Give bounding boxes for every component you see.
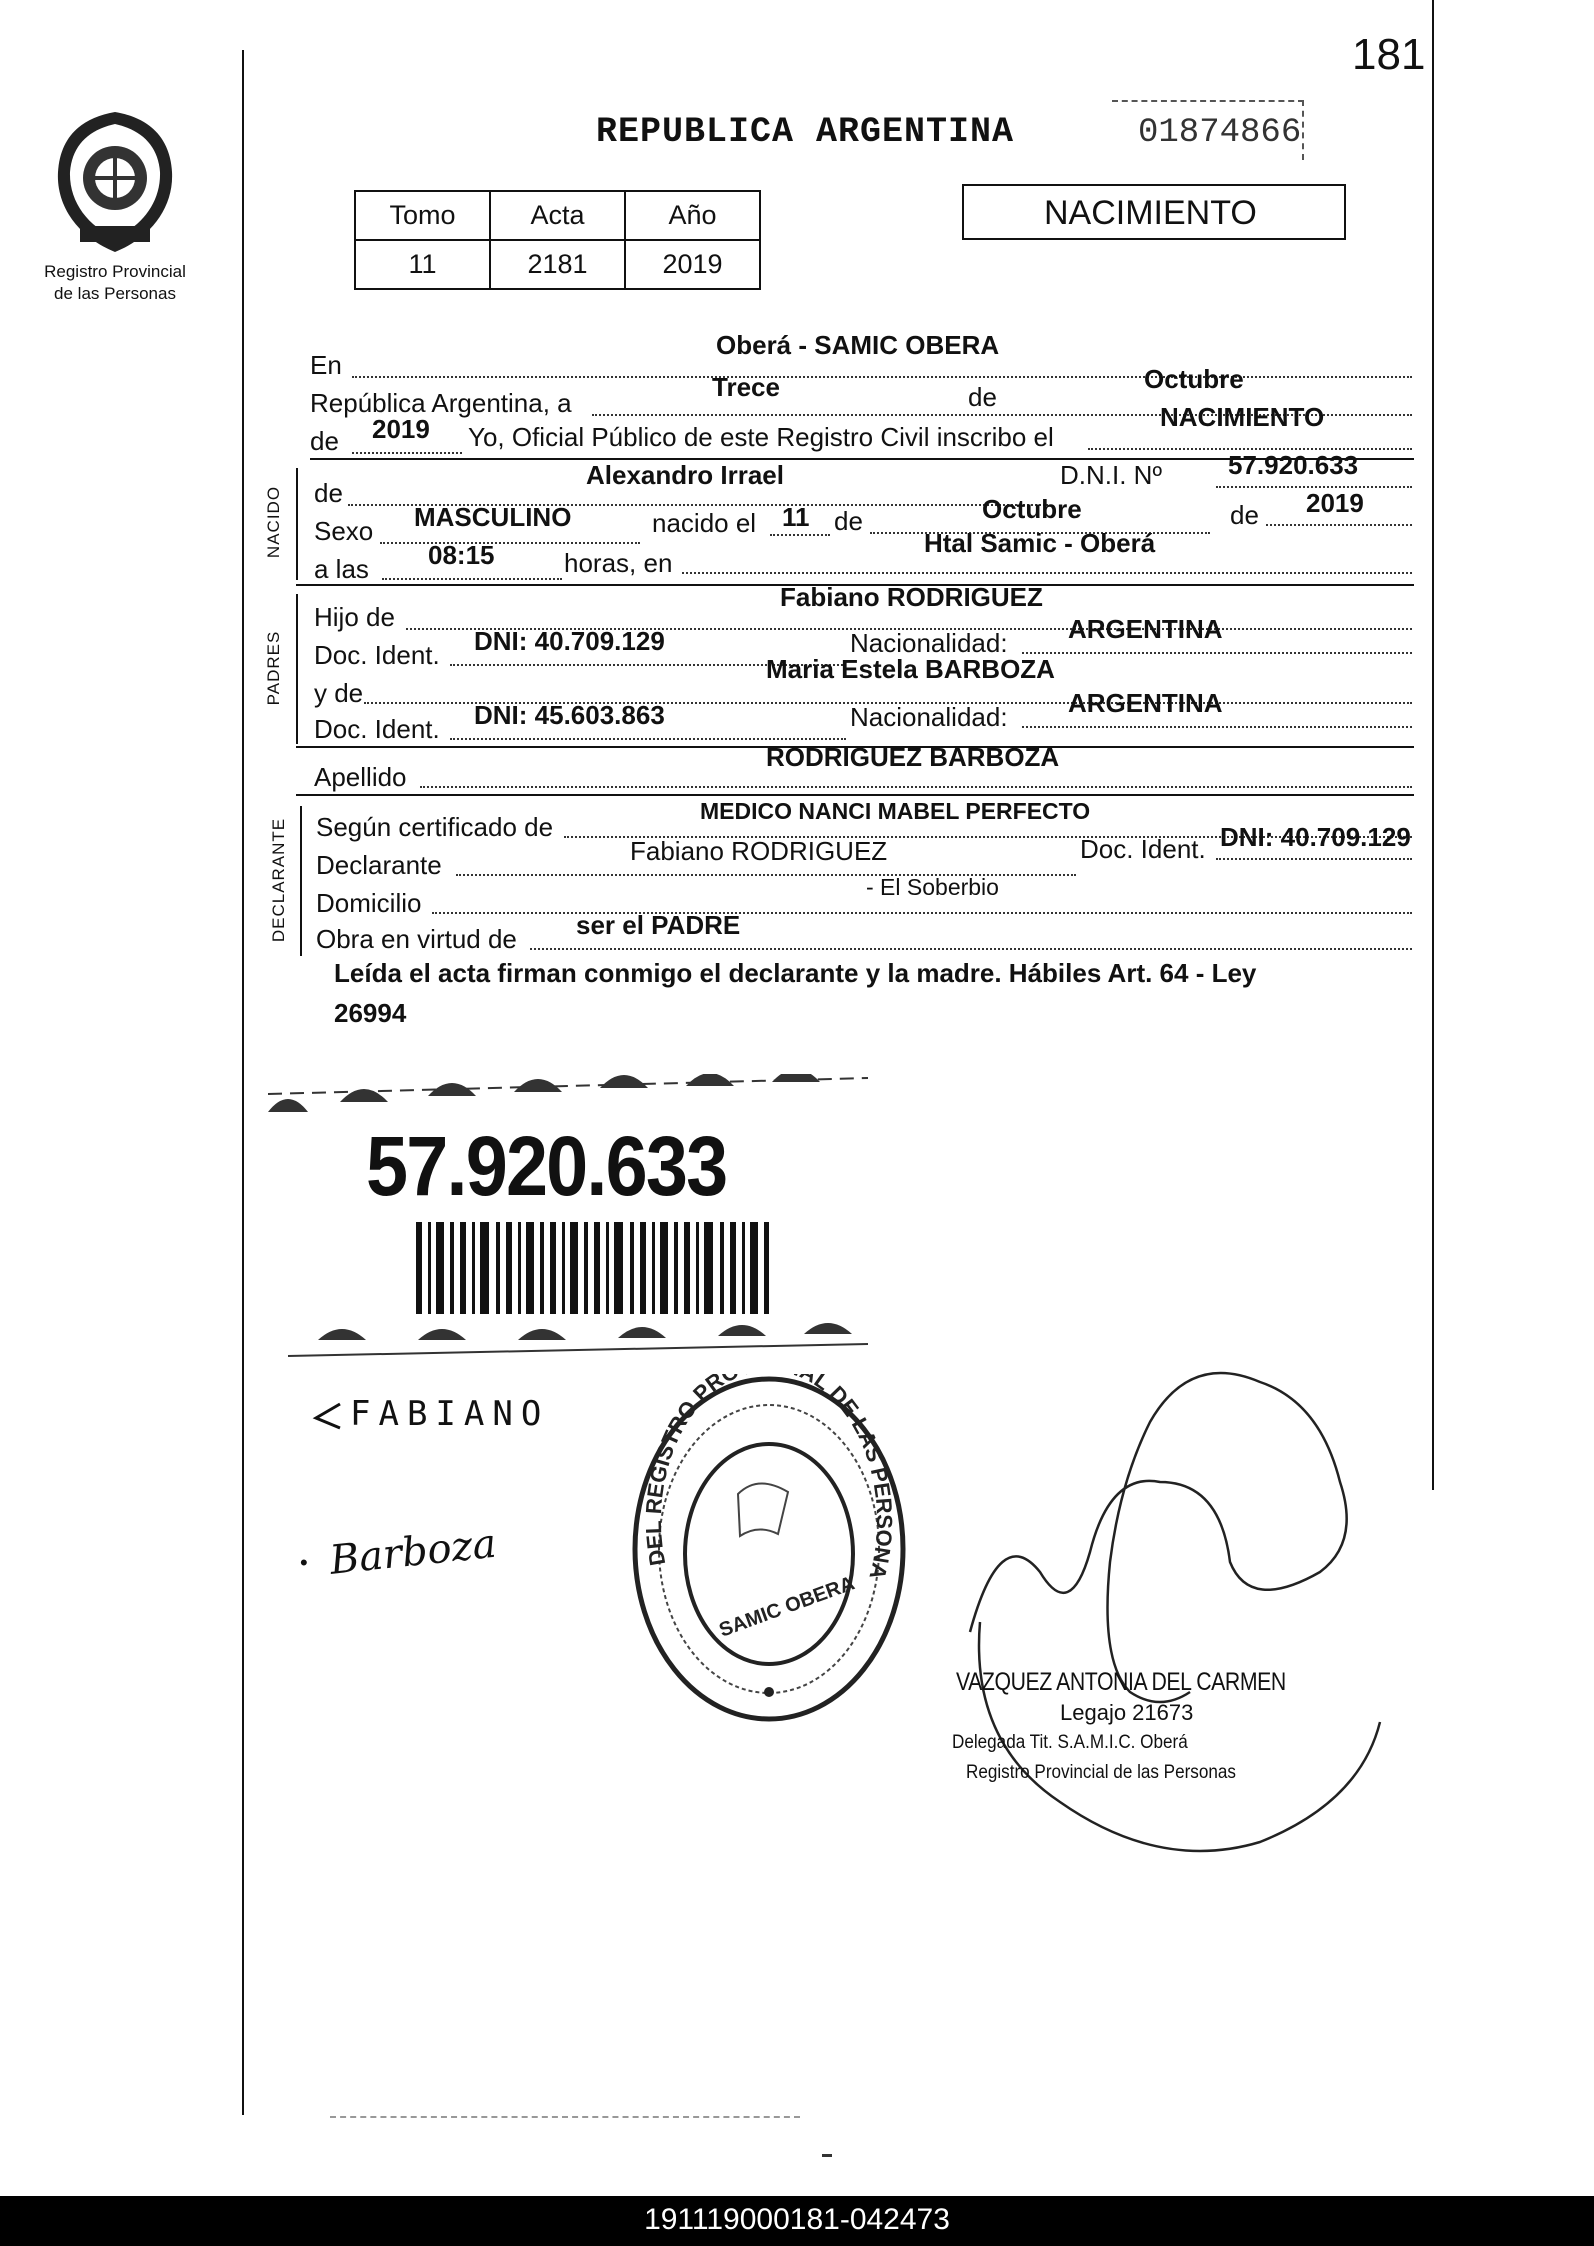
serial-number-text: 01874866 — [1138, 114, 1302, 152]
declarante-bracket — [300, 806, 302, 956]
barcode-bar — [630, 1222, 634, 1314]
serial-number — [1112, 100, 1304, 160]
barcode-bar — [550, 1222, 556, 1314]
table-header-acta: Acta — [490, 191, 625, 240]
barcode-bar — [496, 1222, 500, 1314]
registry-name-line1: Registro Provincial — [44, 262, 186, 281]
barcode-bar — [742, 1222, 745, 1314]
father-name: Fabiano RODRIGUEZ — [780, 582, 1043, 612]
barcode-bar — [506, 1222, 512, 1314]
registry-name-line2: de las Personas — [54, 284, 176, 303]
registration-place: Oberá - SAMIC OBERA — [716, 330, 1000, 360]
barcode-bar — [614, 1222, 623, 1314]
label-hijo-de: Hijo de — [314, 602, 395, 632]
label-horas-en: horas, en — [564, 548, 673, 578]
barcode-bar — [450, 1222, 454, 1314]
barcode-bar — [720, 1222, 724, 1314]
barcode-bar — [674, 1222, 678, 1314]
mother-doc: DNI: 45.603.863 — [474, 700, 665, 730]
ano-value: 2019 — [625, 240, 760, 289]
dotted-line — [1216, 858, 1412, 860]
volume-table — [354, 190, 761, 290]
barcode-bar — [696, 1222, 699, 1314]
left-margin-line — [242, 50, 244, 2115]
label-de-month: de — [834, 506, 863, 536]
barcode-bar — [764, 1222, 769, 1314]
official-stamp — [628, 1374, 910, 1724]
surname: RODRIGUEZ BARBOZA — [766, 742, 1060, 772]
barcode-bar — [640, 1222, 646, 1314]
right-margin-line — [1432, 0, 1434, 1490]
label-nacionalidad-mother: Nacionalidad: — [850, 702, 1008, 732]
father-doc: DNI: 40.709.129 — [474, 626, 665, 656]
dotted-line — [352, 376, 1412, 378]
barcode-bar — [684, 1222, 690, 1314]
birth-day: 11 — [782, 502, 810, 532]
mother-signature-text: Barboza — [327, 1520, 499, 1584]
certificate-type-text: NACIMIENTO — [1044, 194, 1257, 232]
barcode-bar — [660, 1222, 668, 1314]
sticker-barcode — [416, 1222, 776, 1314]
label-republica: República Argentina, a — [310, 388, 572, 418]
label-y-de: y de — [314, 678, 364, 708]
official-role: Delegada Tit. S.A.M.I.C. Oberá — [952, 1732, 1188, 1753]
declarant-address: - El Soberbio — [866, 874, 999, 900]
stamp-seal-icon — [628, 1374, 910, 1724]
footer-bar — [0, 2196, 1594, 2246]
label-declarante: Declarante — [316, 850, 442, 880]
label-segun-certificado: Según certificado de — [316, 812, 554, 842]
barcode-bar — [594, 1222, 600, 1314]
barcode-bar — [480, 1222, 489, 1314]
tomo-value: 11 — [355, 240, 490, 289]
label-de-name: de — [314, 478, 343, 508]
closing-text-line2: 26994 — [334, 998, 407, 1028]
father-nationality: ARGENTINA — [1068, 614, 1223, 644]
registration-month: Octubre — [1144, 364, 1244, 394]
registered-event: NACIMIENTO — [1160, 402, 1325, 432]
label-en: En — [310, 350, 342, 380]
label-nacido-el: nacido el — [652, 508, 757, 538]
dotted-line — [770, 534, 830, 536]
child-name: Alexandro Irrael — [586, 460, 784, 490]
section-label-padres: PADRES — [264, 630, 283, 706]
section-label-nacido: NACIDO — [264, 485, 283, 559]
bottom-faint-marks — [330, 2116, 800, 2118]
barcode-bar — [540, 1222, 544, 1314]
province-logo — [50, 108, 180, 256]
declarant-name: Fabiano RODRIGUEZ — [630, 836, 888, 866]
province-seal-icon — [50, 108, 180, 256]
dotted-line — [530, 948, 1412, 950]
sticker-dni-number: 57.920.633 — [366, 1119, 727, 1213]
official-signature — [960, 1362, 1420, 1882]
dotted-line — [382, 578, 562, 580]
label-sexo: Sexo — [314, 516, 374, 546]
barcode-bar — [428, 1222, 431, 1314]
closing-text-line1: Leída el acta firman conmigo el declarante y la madre. Hábiles Art. 64 - Ley — [334, 958, 1257, 988]
dotted-line — [420, 786, 1412, 788]
document-title: REPUBLICA ARGENTINA — [596, 112, 1015, 152]
table-header-tomo: Tomo — [355, 191, 490, 240]
label-doc-ident-mother: Doc. Ident. — [314, 714, 440, 744]
padres-bracket — [296, 594, 298, 744]
declarant-role: ser el PADRE — [576, 910, 741, 940]
stamp-outer-text: DEL REGISTRO PR L DE LAS PERSONA — [640, 1374, 898, 1583]
section-label-declarante: DECLARANTE — [269, 817, 288, 943]
dni-sticker — [268, 1074, 868, 1359]
label-a-las: a las — [314, 554, 369, 584]
child-dni: 57.920.633 — [1228, 450, 1359, 480]
page-number: 181 — [1352, 30, 1426, 79]
label-officer: Yo, Oficial Público de este Registro Civil inscribo el — [468, 422, 1054, 452]
birth-place: Htal Samic - Oberá — [924, 528, 1156, 558]
stamp-inner-text: SAMIC OBERA — [716, 1572, 858, 1642]
birth-month: Octubre — [982, 494, 1082, 524]
dotted-line — [380, 542, 640, 544]
barcode-bar — [562, 1222, 565, 1314]
barcode-bar — [704, 1222, 713, 1314]
father-signature-text: FABIANO — [350, 1394, 550, 1434]
registration-day: Trece — [712, 372, 780, 402]
bullet-icon: • — [300, 1550, 308, 1575]
birth-time: 08:15 — [428, 540, 495, 570]
label-nacionalidad-father: Nacionalidad: — [850, 628, 1008, 658]
dotted-line — [1022, 726, 1412, 728]
dotted-line — [450, 738, 846, 740]
barcode-bar — [436, 1222, 444, 1314]
barcode-bar — [526, 1222, 534, 1314]
dotted-line — [682, 572, 1412, 574]
signature-scribble-icon — [960, 1362, 1420, 1882]
child-sex: MASCULINO — [414, 502, 572, 532]
barcode-bar — [606, 1222, 609, 1314]
barcode-bar — [750, 1222, 758, 1314]
official-name: VAZQUEZ ANTONIA DEL CARMEN — [956, 1668, 1286, 1696]
barcode-bar — [570, 1222, 578, 1314]
label-domicilio: Domicilio — [316, 888, 422, 918]
barcode-bar — [472, 1222, 475, 1314]
label-apellido: Apellido — [314, 762, 407, 792]
certificate-issuer: MEDICO NANCI MABEL PERFECTO — [700, 798, 1091, 824]
registration-year: 2019 — [372, 414, 430, 444]
label-doc-ident-father: Doc. Ident. — [314, 640, 440, 670]
father-signature — [310, 1388, 550, 1448]
label-de-year: de — [310, 426, 339, 456]
dotted-line — [1022, 652, 1412, 654]
nacido-bracket — [296, 468, 298, 580]
label-obra-en-virtud: Obra en virtud de — [316, 924, 517, 954]
barcode-bar — [416, 1222, 422, 1314]
small-mark — [822, 2154, 832, 2157]
sticker-watermark-bottom — [268, 1310, 868, 1360]
dotted-line — [1266, 524, 1412, 526]
label-dni: D.N.I. Nº — [1060, 460, 1162, 490]
barcode-bar — [460, 1222, 466, 1314]
mother-signature — [300, 1520, 520, 1600]
barcode-bar — [730, 1222, 736, 1314]
table-header-ano: Año — [625, 191, 760, 240]
barcode-bar — [652, 1222, 655, 1314]
mother-nationality: ARGENTINA — [1068, 688, 1223, 718]
dotted-line — [352, 452, 462, 454]
barcode-bar — [518, 1222, 521, 1314]
arrow-mark-icon — [310, 1398, 346, 1434]
barcode-bar — [584, 1222, 588, 1314]
birth-year: 2019 — [1306, 488, 1364, 518]
mother-name: Maria Estela BARBOZA — [766, 654, 1055, 684]
footer-code: 191119000181-042473 — [644, 2203, 950, 2236]
official-legajo: Legajo 21673 — [1060, 1700, 1194, 1725]
declarant-doc: DNI: 40.709.129 — [1220, 822, 1411, 852]
label-de: de — [968, 382, 997, 412]
label-doc-ident-declarant: Doc. Ident. — [1080, 834, 1206, 864]
acta-value: 2181 — [490, 240, 625, 289]
label-de-birthyear: de — [1230, 500, 1259, 530]
official-organization: Registro Provincial de las Personas — [966, 1762, 1236, 1783]
certificate-type-box — [962, 184, 1346, 240]
